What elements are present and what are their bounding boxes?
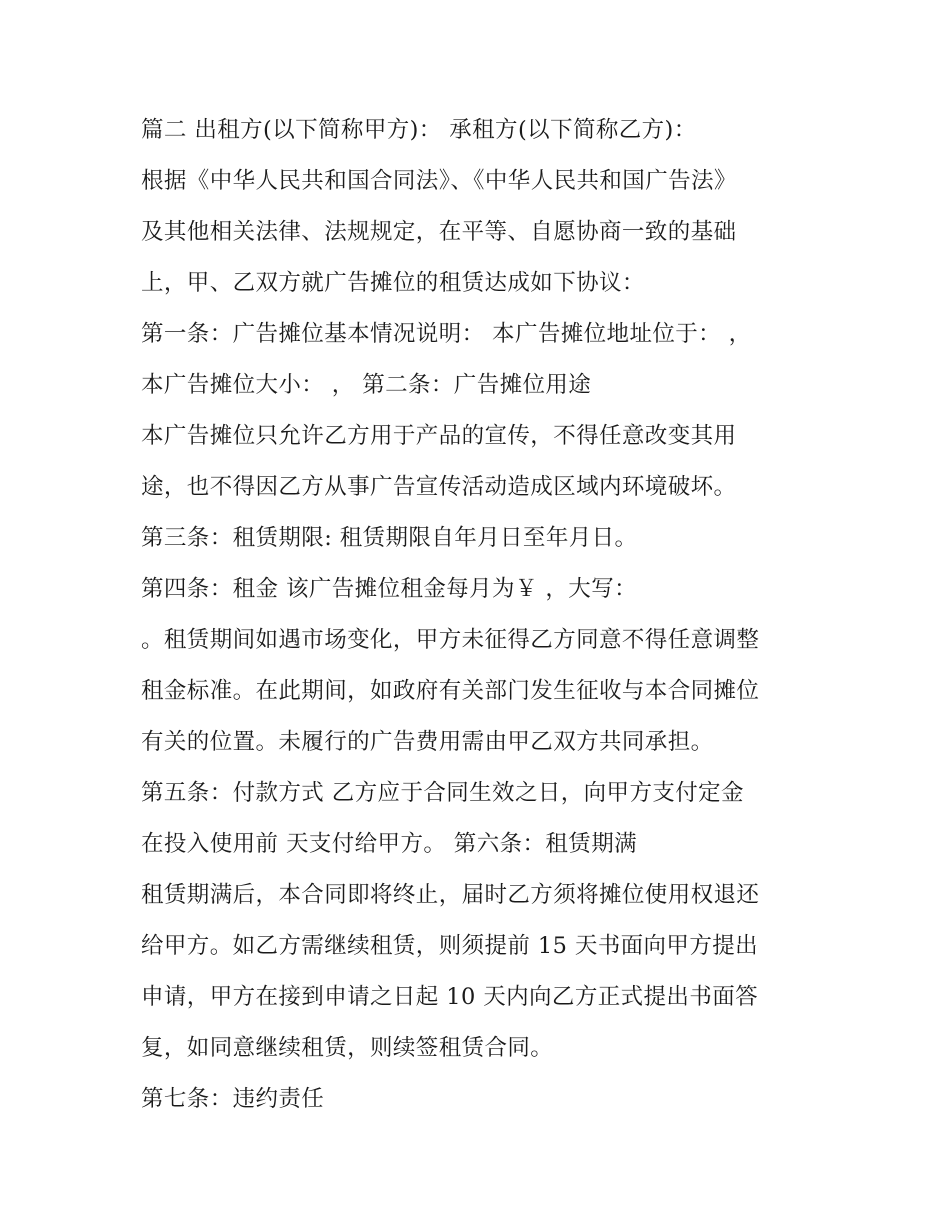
text-line: 第四条：租金 该广告摊位租金每月为￥ ，大写：: [141, 576, 638, 602]
text-line: 第五条：付款方式 乙方应于合同生效之日，向甲方支付定金: [141, 780, 744, 806]
text-line: 租金标准。在此期间，如政府有关部门发生征收与本合同摊位: [141, 678, 760, 704]
text-line: 本广告摊位只允许乙方用于产品的宣传，不得任意改变其用: [141, 423, 737, 449]
text-line: 第三条：租赁期限: 租赁期限自年月日至年月日。: [141, 525, 638, 551]
text-line: 给甲方。如乙方需继续租赁，则须提前 15 天书面向甲方提出: [141, 933, 759, 959]
text-line: 本广告摊位大小： ， 第二条：广告摊位用途: [141, 372, 592, 398]
text-line: 租赁期满后，本合同即将终止，届时乙方须将摊位使用权退还: [141, 882, 760, 908]
text-line: 篇二 出租方(以下简称甲方)： 承租方(以下简称乙方)：: [141, 117, 697, 143]
contract-text: [141, 105, 831, 1125]
text-line: 有关的位置。未履行的广告费用需由甲乙双方共同承担。: [141, 729, 714, 755]
text-line: 根据《中华人民共和国合同法》、《中华人民共和国广告法》: [141, 168, 737, 194]
text-line: 第七条：违约责任: [141, 1086, 325, 1112]
text-line: 。租赁期间如遇市场变化，甲方未征得乙方同意不得任意调整: [141, 627, 760, 653]
text-line: 申请，甲方在接到申请之日起 10 天内向乙方正式提出书面答: [141, 984, 759, 1010]
text-line: 上，甲、乙双方就广告摊位的租赁达成如下协议：: [141, 270, 645, 296]
text-line: 及其他相关法律、法规规定，在平等、自愿协商一致的基础: [141, 219, 737, 245]
text-line: 复，如同意继续租赁，则续签租赁合同。: [141, 1035, 554, 1061]
text-line: 在投入使用前 天支付给甲方。 第六条：租赁期满: [141, 831, 638, 857]
text-line: 第一条：广告摊位基本情况说明： 本广告摊位地址位于： ，: [141, 321, 752, 347]
text-line: 途，也不得因乙方从事广告宣传活动造成区域内环境破坏。: [141, 474, 737, 500]
